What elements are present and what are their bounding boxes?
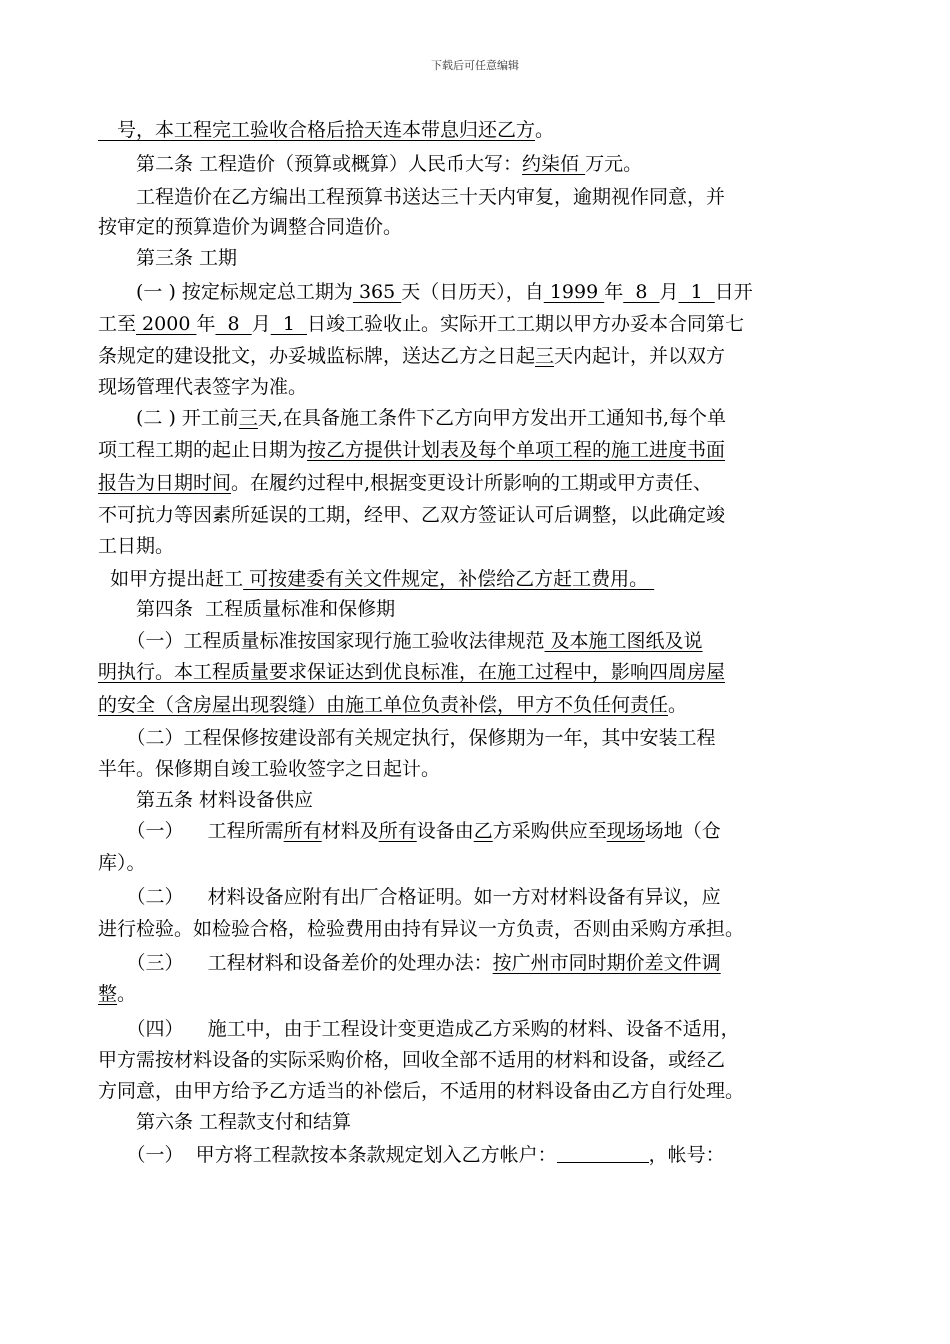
underlined-text: 的安全（含房屋出现裂缝）由施工单位负责补偿，甲方不负任何责任 [98, 694, 669, 716]
text-segment: (一 ) 按定标规定总工期为 [98, 281, 353, 303]
text-segment: 现场管理代表签字为准。 [98, 376, 308, 398]
text-segment: 第四条 工程质量标准和保修期 [98, 598, 396, 620]
text-segment: 工程造价在乙方编出工程预算书送达三十天内审复，逾期视作同意，并 [98, 186, 726, 208]
text-segment: 月 [251, 313, 271, 335]
text-segment: 日开 [714, 281, 753, 303]
text-line [98, 311, 744, 337]
underlined-text: 可按建委有关文件规定，补偿给乙方赶工费用。 [243, 568, 655, 590]
underlined-text: 现场 [606, 820, 645, 842]
underlined-text: 乙 [473, 820, 493, 842]
text-line [98, 596, 395, 622]
text-segment: 年 [196, 313, 216, 335]
text-line [98, 1016, 740, 1042]
underlined-text: 约柒佰 [522, 153, 586, 175]
text-segment: 第二条 工程造价（预算或概算）人民币大写： [98, 153, 523, 175]
text-segment: 第五条 材料设备供应 [98, 789, 314, 811]
underlined-text: 明执行。本工程质量要求保证达到优良标准，在施工过程中，影响四周房屋 [98, 661, 726, 683]
text-segment: 不可抗力等因素所延误的工期，经甲、乙双方签证认可后调整，以此确定竣 [98, 504, 726, 526]
underlined-text: 三 [238, 407, 258, 429]
text-line [98, 374, 307, 400]
text-line [98, 1078, 744, 1104]
text-line [98, 1142, 725, 1168]
underlined-text: 三 [535, 345, 555, 367]
underlined-text: 报告为日期时间 [98, 472, 232, 494]
text-line [98, 884, 721, 910]
text-segment: ，帐号： [648, 1144, 725, 1166]
text-segment: 天,在具备施工条件下乙方向甲方发出开工通知书,每个单 [257, 407, 727, 429]
text-segment: 工日期。 [98, 535, 175, 557]
underlined-text: 1 [678, 281, 715, 303]
underlined-text: 8 [623, 281, 660, 303]
text-segment: 库）。 [98, 852, 146, 874]
text-segment: 甲方需按材料设备的实际采购价格，回收全部不适用的材料和设备，或经乙 [98, 1049, 726, 1071]
text-line [98, 502, 725, 528]
text-segment: 如甲方提出赶工 [98, 568, 244, 590]
text-line [98, 566, 654, 592]
underlined-text: 所有 [378, 820, 417, 842]
text-segment: 日竣工验收止。实际开工工期以甲方办妥本合同第七 [306, 313, 744, 335]
text-segment: 方同意，由甲方给予乙方适当的补偿后，不适用的材料设备由乙方自行处理。 [98, 1080, 745, 1102]
underlined-text: 按广州市同时期价差文件调 [492, 952, 721, 974]
text-segment: (二 ) 开工前 [98, 407, 239, 429]
text-segment: （二）工程保修按建设部有关规定执行，保修期为一年，其中安装工程 [98, 727, 716, 749]
underlined-text: 1 [270, 313, 307, 335]
underlined-text: 及本施工图纸及说 [544, 630, 703, 652]
text-segment: 。在履约过程中,根据变更设计所影响的工期或甲方责任、 [231, 472, 713, 494]
text-segment: （二） 材料设备应附有出厂合格证明。如一方对材料设备有异议，应 [98, 886, 721, 908]
text-segment: 半年。保修期自竣工验收签字之日起计。 [98, 758, 441, 780]
underlined-text: 8 [215, 313, 252, 335]
text-segment: （三） 工程材料和设备差价的处理办法： [98, 952, 493, 974]
text-line [98, 850, 146, 876]
text-line [98, 756, 440, 782]
text-line [98, 470, 712, 496]
underlined-text: 2000 [136, 313, 197, 335]
underlined-text: 365 [352, 281, 402, 303]
text-segment: 方采购供应至 [492, 820, 607, 842]
text-line [98, 245, 237, 271]
text-line [98, 916, 744, 942]
underlined-text: 按乙方提供计划表及每个单项工程的施工进度书面 [307, 439, 726, 461]
text-segment: （一） 甲方将工程款按本条款规定划入乙方帐户： [98, 1144, 557, 1166]
text-segment: 材料及 [321, 820, 379, 842]
text-segment: （一） 工程所需 [98, 820, 284, 842]
text-segment: 场地（仓 [644, 820, 721, 842]
text-segment: 工至 [98, 313, 137, 335]
text-line [98, 1109, 351, 1135]
text-line [98, 818, 721, 844]
underlined-text: 号，本工程完工验收合格后拾天连本带息归还乙方 [98, 119, 536, 141]
underlined-text: 所有 [283, 820, 322, 842]
text-segment: 进行检验。如检验合格，检验费用由持有异议一方负责，否则由采购方承担。 [98, 918, 745, 940]
text-segment: 。 [668, 694, 688, 716]
text-line [98, 184, 725, 210]
text-line [98, 692, 687, 718]
text-line [98, 628, 703, 654]
text-line [98, 950, 721, 976]
account-blank [557, 1144, 649, 1163]
text-line [98, 343, 725, 369]
text-line [98, 533, 174, 559]
text-segment: 按审定的预算造价为调整合同造价。 [98, 216, 403, 238]
text-line [98, 214, 402, 240]
text-line [98, 1047, 725, 1073]
underlined-text: 整 [98, 983, 118, 1005]
text-line [98, 981, 136, 1007]
text-segment: 条规定的建设批文，办妥城监标牌，送达乙方之日起 [98, 345, 536, 367]
text-line [98, 725, 716, 751]
text-line [98, 151, 642, 177]
text-line [98, 279, 753, 305]
text-segment: 月 [659, 281, 679, 303]
text-segment: 天内起计，并以双方 [554, 345, 726, 367]
text-line [98, 787, 313, 813]
text-segment: 第六条 工程款支付和结算 [98, 1111, 352, 1133]
text-segment: 天（日历天），自 [401, 281, 544, 303]
text-line [98, 437, 725, 463]
text-line [98, 659, 725, 685]
text-segment: 万元。 [585, 153, 643, 175]
text-segment: 设备由 [416, 820, 474, 842]
text-line [98, 117, 554, 143]
text-segment: （一）工程质量标准按国家现行施工验收法律规范 [98, 630, 545, 652]
text-segment: 项工程工期的起止日期为 [98, 439, 308, 461]
text-segment: （四） 施工中，由于工程设计变更造成乙方采购的材料、设备不适用， [98, 1018, 740, 1040]
underlined-text: 1999 [543, 281, 605, 303]
text-segment: 第三条 工期 [98, 247, 238, 269]
text-line [98, 405, 726, 431]
text-segment: 年 [604, 281, 624, 303]
text-segment: 。 [117, 983, 137, 1005]
page-header-note: 下载后可任意编辑 [431, 59, 519, 72]
text-segment: 。 [535, 119, 555, 141]
